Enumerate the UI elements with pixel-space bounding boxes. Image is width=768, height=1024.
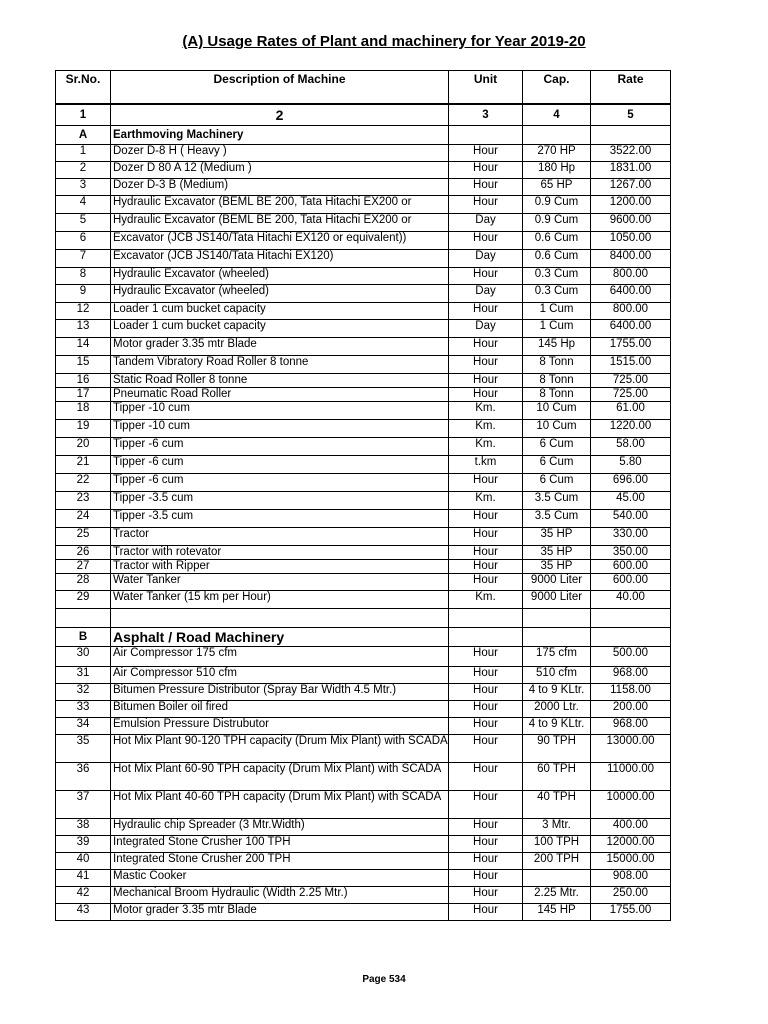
- capacity-cell: 270 HP: [523, 145, 591, 162]
- capacity-cell: 3.5 Cum: [523, 510, 591, 528]
- description-cell: Motor grader 3.35 mtr Blade: [111, 904, 449, 921]
- sr-no-cell: 31: [56, 667, 111, 684]
- description-cell: Tipper -10 cum: [111, 402, 449, 420]
- capacity-cell: 0.3 Cum: [523, 285, 591, 303]
- sr-no-cell: 42: [56, 887, 111, 904]
- rate-cell: 6400.00: [591, 320, 671, 338]
- unit-cell: Day: [449, 320, 523, 338]
- sr-no-cell: 22: [56, 474, 111, 492]
- table-row: [56, 145, 671, 162]
- capacity-cell: 145 Hp: [523, 338, 591, 356]
- sr-no-cell: 3: [56, 179, 111, 196]
- column-number: 5: [591, 104, 671, 126]
- rate-cell: 1755.00: [591, 904, 671, 921]
- empty-cell: [449, 609, 523, 628]
- capacity-cell: 8 Tonn: [523, 356, 591, 374]
- unit-cell: Hour: [449, 718, 523, 735]
- unit-cell: Hour: [449, 374, 523, 388]
- table-row: [56, 438, 671, 456]
- capacity-cell: 145 HP: [523, 904, 591, 921]
- sr-no-cell: 12: [56, 303, 111, 320]
- sr-no-cell: 2: [56, 162, 111, 179]
- rate-cell: 725.00: [591, 374, 671, 388]
- capacity-cell: 0.3 Cum: [523, 268, 591, 285]
- description-cell: Tipper -10 cum: [111, 420, 449, 438]
- rate-cell: 10000.00: [591, 791, 671, 819]
- capacity-cell: 200 TPH: [523, 853, 591, 870]
- table-row: [56, 836, 671, 853]
- sr-no-cell: 36: [56, 763, 111, 791]
- unit-cell: Hour: [449, 904, 523, 921]
- table-row: [56, 870, 671, 887]
- table-row: [56, 647, 671, 667]
- unit-cell: Km.: [449, 591, 523, 609]
- rate-cell: 800.00: [591, 268, 671, 285]
- rate-cell: 5.80: [591, 456, 671, 474]
- rate-cell: 725.00: [591, 388, 671, 402]
- capacity-cell: 10 Cum: [523, 402, 591, 420]
- description-cell: Integrated Stone Crusher 200 TPH: [111, 853, 449, 870]
- header-rate: Rate: [591, 71, 671, 105]
- capacity-cell: [523, 870, 591, 887]
- table-row: [56, 338, 671, 356]
- table-row: [56, 214, 671, 232]
- sr-no-cell: 24: [56, 510, 111, 528]
- description-cell: Tandem Vibratory Road Roller 8 tonne: [111, 356, 449, 374]
- column-number: 1: [56, 104, 111, 126]
- rate-cell: 6400.00: [591, 285, 671, 303]
- capacity-cell: 65 HP: [523, 179, 591, 196]
- description-cell: Tractor with Ripper: [111, 560, 449, 574]
- unit-cell: Km.: [449, 438, 523, 456]
- capacity-cell: 0.9 Cum: [523, 214, 591, 232]
- table-row: [56, 250, 671, 268]
- table-row: [56, 718, 671, 735]
- sr-no-cell: 13: [56, 320, 111, 338]
- unit-cell: Hour: [449, 870, 523, 887]
- table-row: [56, 853, 671, 870]
- column-number: 2: [111, 104, 449, 126]
- table-row: [56, 735, 671, 763]
- description-cell: Water Tanker: [111, 574, 449, 591]
- description-cell: Hot Mix Plant 90-120 TPH capacity (Drum Mix Plant) with SCADA: [111, 735, 449, 763]
- capacity-cell: 4 to 9 KLtr.: [523, 684, 591, 701]
- rate-cell: 1755.00: [591, 338, 671, 356]
- unit-cell: Hour: [449, 701, 523, 718]
- empty-cell: [449, 628, 523, 647]
- rate-cell: 1831.00: [591, 162, 671, 179]
- description-cell: Tipper -3.5 cum: [111, 510, 449, 528]
- description-cell: Emulsion Pressure Distrubutor: [111, 718, 449, 735]
- description-cell: Mechanical Broom Hydraulic (Width 2.25 Mtr.): [111, 887, 449, 904]
- description-cell: Bitumen Pressure Distributor (Spray Bar Width 4.5 Mtr.): [111, 684, 449, 701]
- unit-cell: Hour: [449, 196, 523, 214]
- sr-no-cell: 32: [56, 684, 111, 701]
- sr-no-cell: 43: [56, 904, 111, 921]
- sr-no-cell: 37: [56, 791, 111, 819]
- table-row: [56, 701, 671, 718]
- column-number-row: [56, 104, 671, 126]
- description-cell: Tractor: [111, 528, 449, 546]
- sr-no-cell: 29: [56, 591, 111, 609]
- capacity-cell: 9000 Liter: [523, 574, 591, 591]
- unit-cell: Hour: [449, 647, 523, 667]
- rate-cell: 1200.00: [591, 196, 671, 214]
- table-row: [56, 763, 671, 791]
- empty-cell: [591, 609, 671, 628]
- sr-no-cell: 41: [56, 870, 111, 887]
- empty-cell: [523, 609, 591, 628]
- rate-cell: 1515.00: [591, 356, 671, 374]
- spacer-row: [56, 609, 671, 628]
- sr-no-cell: 33: [56, 701, 111, 718]
- unit-cell: t.km: [449, 456, 523, 474]
- unit-cell: Hour: [449, 268, 523, 285]
- unit-cell: Hour: [449, 560, 523, 574]
- rate-cell: 45.00: [591, 492, 671, 510]
- table-row: [56, 374, 671, 388]
- rate-cell: 15000.00: [591, 853, 671, 870]
- capacity-cell: 0.9 Cum: [523, 196, 591, 214]
- section-header-row: [56, 628, 671, 647]
- section-code: B: [56, 628, 111, 647]
- table-row: [56, 887, 671, 904]
- description-cell: Bitumen Boiler oil fired: [111, 701, 449, 718]
- capacity-cell: 180 Hp: [523, 162, 591, 179]
- unit-cell: Hour: [449, 853, 523, 870]
- rate-cell: 9600.00: [591, 214, 671, 232]
- sr-no-cell: 28: [56, 574, 111, 591]
- unit-cell: Hour: [449, 684, 523, 701]
- sr-no-cell: 9: [56, 285, 111, 303]
- unit-cell: Day: [449, 285, 523, 303]
- empty-cell: [523, 126, 591, 145]
- table-row: [56, 388, 671, 402]
- capacity-cell: 0.6 Cum: [523, 232, 591, 250]
- description-cell: Excavator (JCB JS140/Tata Hitachi EX120): [111, 250, 449, 268]
- table-row: [56, 179, 671, 196]
- unit-cell: Hour: [449, 735, 523, 763]
- rate-cell: 8400.00: [591, 250, 671, 268]
- header-srno: Sr.No.: [56, 71, 111, 105]
- table-row: [56, 196, 671, 214]
- unit-cell: Hour: [449, 162, 523, 179]
- rate-cell: 250.00: [591, 887, 671, 904]
- table-row: [56, 904, 671, 921]
- unit-cell: Km.: [449, 402, 523, 420]
- description-cell: Hydraulic chip Spreader (3 Mtr.Width): [111, 819, 449, 836]
- sr-no-cell: 4: [56, 196, 111, 214]
- description-cell: Tipper -3.5 cum: [111, 492, 449, 510]
- description-cell: Dozer D 80 A 12 (Medium ): [111, 162, 449, 179]
- unit-cell: Hour: [449, 819, 523, 836]
- description-cell: Air Compressor 510 cfm: [111, 667, 449, 684]
- sr-no-cell: 19: [56, 420, 111, 438]
- header-description: Description of Machine: [111, 71, 449, 105]
- empty-cell: [111, 609, 449, 628]
- unit-cell: Hour: [449, 546, 523, 560]
- table-row: [56, 492, 671, 510]
- description-cell: Tipper -6 cum: [111, 474, 449, 492]
- table-header: [56, 71, 671, 105]
- description-cell: Hydraulic Excavator (wheeled): [111, 285, 449, 303]
- unit-cell: Day: [449, 214, 523, 232]
- unit-cell: Hour: [449, 145, 523, 162]
- table-row: [56, 162, 671, 179]
- rate-cell: 600.00: [591, 560, 671, 574]
- capacity-cell: 6 Cum: [523, 438, 591, 456]
- rate-cell: 58.00: [591, 438, 671, 456]
- table-body: [56, 104, 671, 921]
- rate-cell: 968.00: [591, 667, 671, 684]
- description-cell: Motor grader 3.35 mtr Blade: [111, 338, 449, 356]
- unit-cell: Hour: [449, 836, 523, 853]
- rate-cell: 1267.00: [591, 179, 671, 196]
- table-row: [56, 574, 671, 591]
- capacity-cell: 6 Cum: [523, 474, 591, 492]
- rate-cell: 968.00: [591, 718, 671, 735]
- unit-cell: Hour: [449, 474, 523, 492]
- column-number: 4: [523, 104, 591, 126]
- sr-no-cell: 6: [56, 232, 111, 250]
- capacity-cell: 8 Tonn: [523, 374, 591, 388]
- capacity-cell: 35 HP: [523, 546, 591, 560]
- table-row: [56, 320, 671, 338]
- sr-no-cell: 39: [56, 836, 111, 853]
- sr-no-cell: 7: [56, 250, 111, 268]
- capacity-cell: 175 cfm: [523, 647, 591, 667]
- capacity-cell: 6 Cum: [523, 456, 591, 474]
- header-capacity: Cap.: [523, 71, 591, 105]
- section-code: A: [56, 126, 111, 145]
- table-row: [56, 420, 671, 438]
- unit-cell: Hour: [449, 338, 523, 356]
- description-cell: Hydraulic Excavator (BEML BE 200, Tata Hitachi EX200 or: [111, 214, 449, 232]
- description-cell: Excavator (JCB JS140/Tata Hitachi EX120 or equivalent)): [111, 232, 449, 250]
- capacity-cell: 510 cfm: [523, 667, 591, 684]
- capacity-cell: 3.5 Cum: [523, 492, 591, 510]
- sr-no-cell: 5: [56, 214, 111, 232]
- rate-cell: 800.00: [591, 303, 671, 320]
- page-number: Page 534: [362, 974, 406, 985]
- unit-cell: Hour: [449, 179, 523, 196]
- column-number: 3: [449, 104, 523, 126]
- header-unit: Unit: [449, 71, 523, 105]
- capacity-cell: 4 to 9 KLtr.: [523, 718, 591, 735]
- table-row: [56, 268, 671, 285]
- unit-cell: Km.: [449, 492, 523, 510]
- sr-no-cell: 25: [56, 528, 111, 546]
- description-cell: Pneumatic Road Roller: [111, 388, 449, 402]
- rate-cell: 1158.00: [591, 684, 671, 701]
- rate-cell: 600.00: [591, 574, 671, 591]
- description-cell: Static Road Roller 8 tonne: [111, 374, 449, 388]
- capacity-cell: 40 TPH: [523, 791, 591, 819]
- description-cell: Water Tanker (15 km per Hour): [111, 591, 449, 609]
- sr-no-cell: 35: [56, 735, 111, 763]
- capacity-cell: 35 HP: [523, 560, 591, 574]
- description-cell: Hydraulic Excavator (BEML BE 200, Tata Hitachi EX200 or: [111, 196, 449, 214]
- rate-cell: 1050.00: [591, 232, 671, 250]
- capacity-cell: 60 TPH: [523, 763, 591, 791]
- document-title: (A) Usage Rates of Plant and machinery for Year 2019-20: [182, 33, 586, 50]
- sr-no-cell: 40: [56, 853, 111, 870]
- table-row: [56, 232, 671, 250]
- rate-cell: 40.00: [591, 591, 671, 609]
- rate-cell: 330.00: [591, 528, 671, 546]
- unit-cell: Hour: [449, 667, 523, 684]
- description-cell: Hot Mix Plant 40-60 TPH capacity (Drum Mix Plant) with SCADA: [111, 791, 449, 819]
- unit-cell: Hour: [449, 510, 523, 528]
- table-row: [56, 402, 671, 420]
- unit-cell: Hour: [449, 574, 523, 591]
- header-row: [56, 71, 671, 105]
- unit-cell: Hour: [449, 887, 523, 904]
- sr-no-cell: 8: [56, 268, 111, 285]
- unit-cell: Hour: [449, 388, 523, 402]
- unit-cell: Hour: [449, 356, 523, 374]
- capacity-cell: 100 TPH: [523, 836, 591, 853]
- section-name: Asphalt / Road Machinery: [111, 628, 449, 647]
- rate-cell: 540.00: [591, 510, 671, 528]
- empty-cell: [56, 609, 111, 628]
- table-row: [56, 819, 671, 836]
- description-cell: Tipper -6 cum: [111, 438, 449, 456]
- rate-cell: 500.00: [591, 647, 671, 667]
- sr-no-cell: 18: [56, 402, 111, 420]
- rate-cell: 3522.00: [591, 145, 671, 162]
- table-row: [56, 285, 671, 303]
- unit-cell: Hour: [449, 528, 523, 546]
- description-cell: Loader 1 cum bucket capacity: [111, 303, 449, 320]
- table-row: [56, 791, 671, 819]
- table-row: [56, 456, 671, 474]
- capacity-cell: 0.6 Cum: [523, 250, 591, 268]
- table-row: [56, 591, 671, 609]
- table-row: [56, 528, 671, 546]
- table-row: [56, 356, 671, 374]
- table-row: [56, 546, 671, 560]
- rate-cell: 200.00: [591, 701, 671, 718]
- rate-cell: 61.00: [591, 402, 671, 420]
- empty-cell: [449, 126, 523, 145]
- capacity-cell: 1 Cum: [523, 320, 591, 338]
- sr-no-cell: 27: [56, 560, 111, 574]
- unit-cell: Hour: [449, 763, 523, 791]
- rate-cell: 13000.00: [591, 735, 671, 763]
- sr-no-cell: 20: [56, 438, 111, 456]
- table-row: [56, 510, 671, 528]
- sr-no-cell: 14: [56, 338, 111, 356]
- capacity-cell: 9000 Liter: [523, 591, 591, 609]
- empty-cell: [591, 126, 671, 145]
- description-cell: Dozer D-3 B (Medium): [111, 179, 449, 196]
- capacity-cell: 2000 Ltr.: [523, 701, 591, 718]
- description-cell: Mastic Cooker: [111, 870, 449, 887]
- unit-cell: Hour: [449, 303, 523, 320]
- sr-no-cell: 26: [56, 546, 111, 560]
- sr-no-cell: 17: [56, 388, 111, 402]
- empty-cell: [523, 628, 591, 647]
- description-cell: Hydraulic Excavator (wheeled): [111, 268, 449, 285]
- table-row: [56, 667, 671, 684]
- rate-cell: 400.00: [591, 819, 671, 836]
- table-row: [56, 303, 671, 320]
- sr-no-cell: 15: [56, 356, 111, 374]
- description-cell: Tractor with rotevator: [111, 546, 449, 560]
- capacity-cell: 90 TPH: [523, 735, 591, 763]
- table-row: [56, 474, 671, 492]
- capacity-cell: 35 HP: [523, 528, 591, 546]
- sr-no-cell: 23: [56, 492, 111, 510]
- unit-cell: Hour: [449, 791, 523, 819]
- rate-cell: 1220.00: [591, 420, 671, 438]
- rate-cell: 696.00: [591, 474, 671, 492]
- sr-no-cell: 38: [56, 819, 111, 836]
- unit-cell: Hour: [449, 232, 523, 250]
- rate-cell: 908.00: [591, 870, 671, 887]
- description-cell: Integrated Stone Crusher 100 TPH: [111, 836, 449, 853]
- capacity-cell: 10 Cum: [523, 420, 591, 438]
- description-cell: Dozer D-8 H ( Heavy ): [111, 145, 449, 162]
- sr-no-cell: 1: [56, 145, 111, 162]
- table-row: [56, 684, 671, 701]
- sr-no-cell: 21: [56, 456, 111, 474]
- capacity-cell: 2.25 Mtr.: [523, 887, 591, 904]
- description-cell: Tipper -6 cum: [111, 456, 449, 474]
- table-row: [56, 560, 671, 574]
- capacity-cell: 3 Mtr.: [523, 819, 591, 836]
- rate-cell: 350.00: [591, 546, 671, 560]
- sr-no-cell: 30: [56, 647, 111, 667]
- capacity-cell: 8 Tonn: [523, 388, 591, 402]
- rate-cell: 11000.00: [591, 763, 671, 791]
- sr-no-cell: 16: [56, 374, 111, 388]
- description-cell: Loader 1 cum bucket capacity: [111, 320, 449, 338]
- description-cell: Hot Mix Plant 60-90 TPH capacity (Drum Mix Plant) with SCADA: [111, 763, 449, 791]
- sr-no-cell: 34: [56, 718, 111, 735]
- empty-cell: [591, 628, 671, 647]
- description-cell: Air Compressor 175 cfm: [111, 647, 449, 667]
- section-header-row: [56, 126, 671, 145]
- usage-rates-table: [55, 70, 671, 921]
- unit-cell: Km.: [449, 420, 523, 438]
- unit-cell: Day: [449, 250, 523, 268]
- capacity-cell: 1 Cum: [523, 303, 591, 320]
- rate-cell: 12000.00: [591, 836, 671, 853]
- section-name: Earthmoving Machinery: [111, 126, 449, 145]
